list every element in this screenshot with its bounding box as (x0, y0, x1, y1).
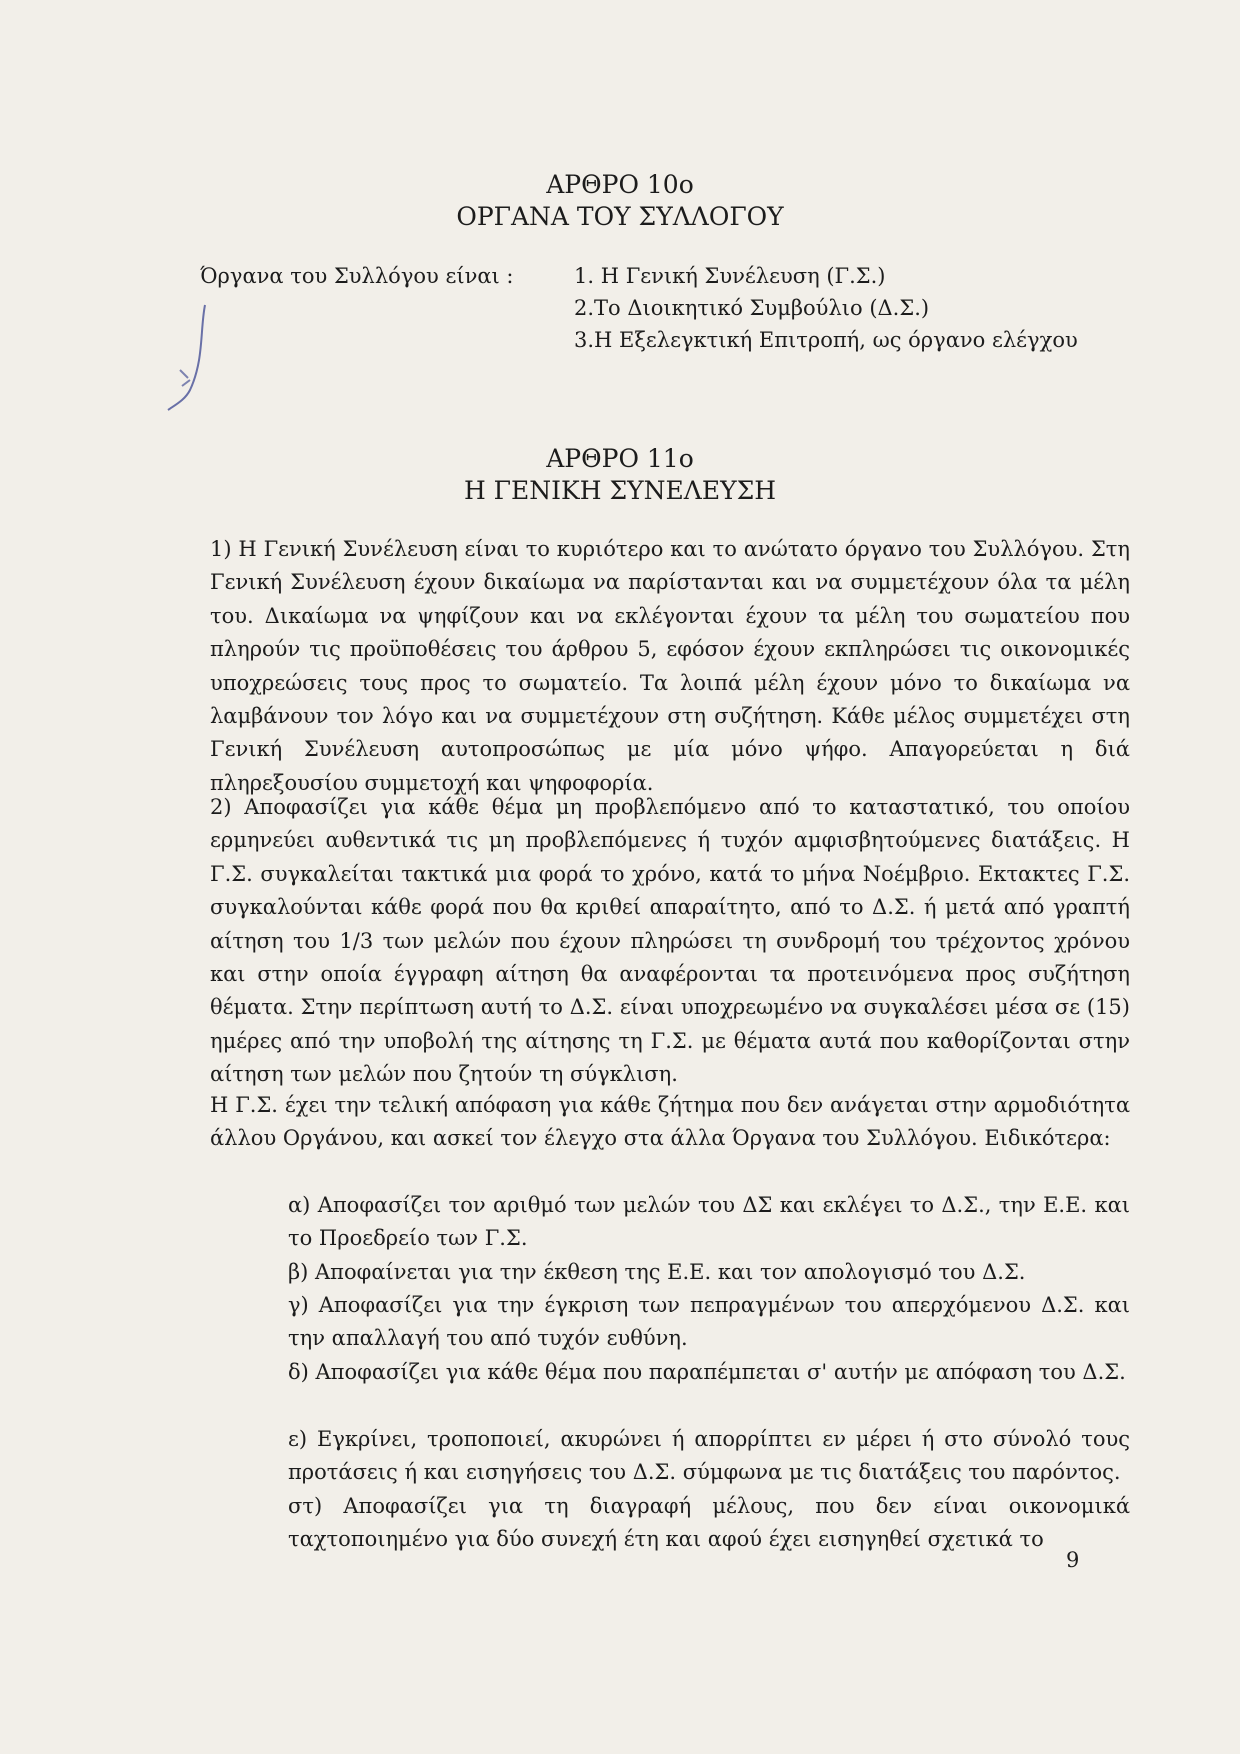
organ-item: 3.Η Εξελεγκτική Επιτροπή, ως όργανο ελέγχου (574, 328, 1078, 352)
article-10-title: ΑΡΘΡΟ 10ο (546, 170, 694, 199)
organ-item: 2.Το Διοικητικό Συμβούλιο (Δ.Σ.) (574, 296, 930, 320)
paragraph-3: Η Γ.Σ. έχει την τελική απόφαση για κάθε ζήτημα που δεν ανάγεται στην αρμοδιότητα άλλου Οργάνου, και ασκεί τον έλεγχο στα άλλα Όργανα του Συλλόγου. Ειδικότερα: (210, 1093, 1130, 1151)
article-11-subtitle: Η ΓΕΝΙΚΗ ΣΥΝΕΛΕΥΣΗ (463, 476, 777, 505)
list-item: στ) Αποφασίζει για τη διαγραφή μέλους, που δεν είναι οικονομικά ταχτοποιημένο για δύο συνεχή έτη και αφού έχει εισηγηθεί σχετικά το (288, 1494, 1130, 1552)
organ-item: 1. Η Γενική Συνέλευση (Γ.Σ.) (574, 264, 886, 288)
list-item: δ) Αποφασίζει για κάθε θέμα που παραπέμπεται σ' αυτήν με απόφαση του Δ.Σ. (288, 1360, 1126, 1384)
article-11-title: ΑΡΘΡΟ 11ο (546, 444, 694, 473)
list-item: γ) Αποφασίζει για την έγκριση των πεπραγμένων του απερχόμενου Δ.Σ. και την απαλλαγή του από τυχόν ευθύνη. (288, 1293, 1130, 1351)
list-item: β) Αποφαίνεται για την έκθεση της Ε.Ε. και τον απολογισμό του Δ.Σ. (288, 1260, 1026, 1284)
list-item: α) Αποφασίζει τον αριθμό των μελών του ΔΣ και εκλέγει το Δ.Σ., την Ε.Ε. και το Προεδρείο των Γ.Σ. (288, 1193, 1130, 1251)
article-10-subtitle: ΟΡΓΑΝΑ ΤΟΥ ΣΥΛΛΟΓΟΥ (456, 202, 784, 231)
paragraph-1: 1) Η Γενική Συνέλευση είναι το κυριότερο και το ανώτατο όργανο του Συλλόγου. Στη Γενική Συνέλευση έχουν δικαίωμα να παρίστανται και να συμμετέχουν όλα τα μέλη του. Δικαίωμα να ψηφίζουν και να εκλέγονται έχουν τα μέλη του σωματείου που πληρούν τις προϋποθέσεις του άρθρου 5, εφόσον έχουν εκπληρώσει τις οικονομικές υποχρεώσεις τους προς το σωματείο. Τα λοιπά μέλη έχουν μόνο το δικαίωμα να λαμβάνουν τον λόγο και να συμμετέχουν στη συζήτηση. Κάθε μέλος συμμετέχει στη Γενική Συνέλευση αυτοπροσώπως με μία μόνο ψήφο. Απαγορεύεται η διά πληρεξουσίου συμμετοχή και ψηφοφορία. (210, 537, 1130, 795)
page-number: 9 (1066, 1548, 1080, 1572)
list-item: ε) Εγκρίνει, τροποποιεί, ακυρώνει ή απορρίπτει εν μέρει ή στο σύνολό τους προτάσεις ή και εισηγήσεις του Δ.Σ. σύμφωνα με τις διατάξεις του παρόντος. (288, 1427, 1130, 1485)
handwritten-mark (160, 300, 220, 420)
organs-intro: Όργανα του Συλλόγου είναι : (200, 264, 514, 288)
paragraph-2: 2) Αποφασίζει για κάθε θέμα μη προβλεπόμενο από το καταστατικό, του οποίου ερμηνεύει αυθεντικά τις μη προβλεπόμενες ή τυχόν αμφισβητούμενες διατάξεις. Η Γ.Σ. συγκαλείται τακτικά μια φορά το χρόνο, κατά το μήνα Νοέμβριο. Εκτακτες Γ.Σ. συγκαλούνται κάθε φορά που θα κριθεί απαραίτητο, από το Δ.Σ. ή μετά από γραπτή αίτηση του 1/3 των μελών που έχουν πληρώσει τη συνδρομή του τρέχοντος χρόνου και στην οποία έγγραφη αίτηση θα αναφέρονται τα προτεινόμενα προς συζήτηση θέματα. Στην περίπτωση αυτή το Δ.Σ. είναι υποχρεωμένο να συγκαλέσει μέσα σε (15) ημέρες από την υποβολή της αίτησης τη Γ.Σ. με θέματα αυτά που καθορίζονται στην αίτηση των μελών που ζητούν τη σύγκλιση. (210, 795, 1130, 1087)
